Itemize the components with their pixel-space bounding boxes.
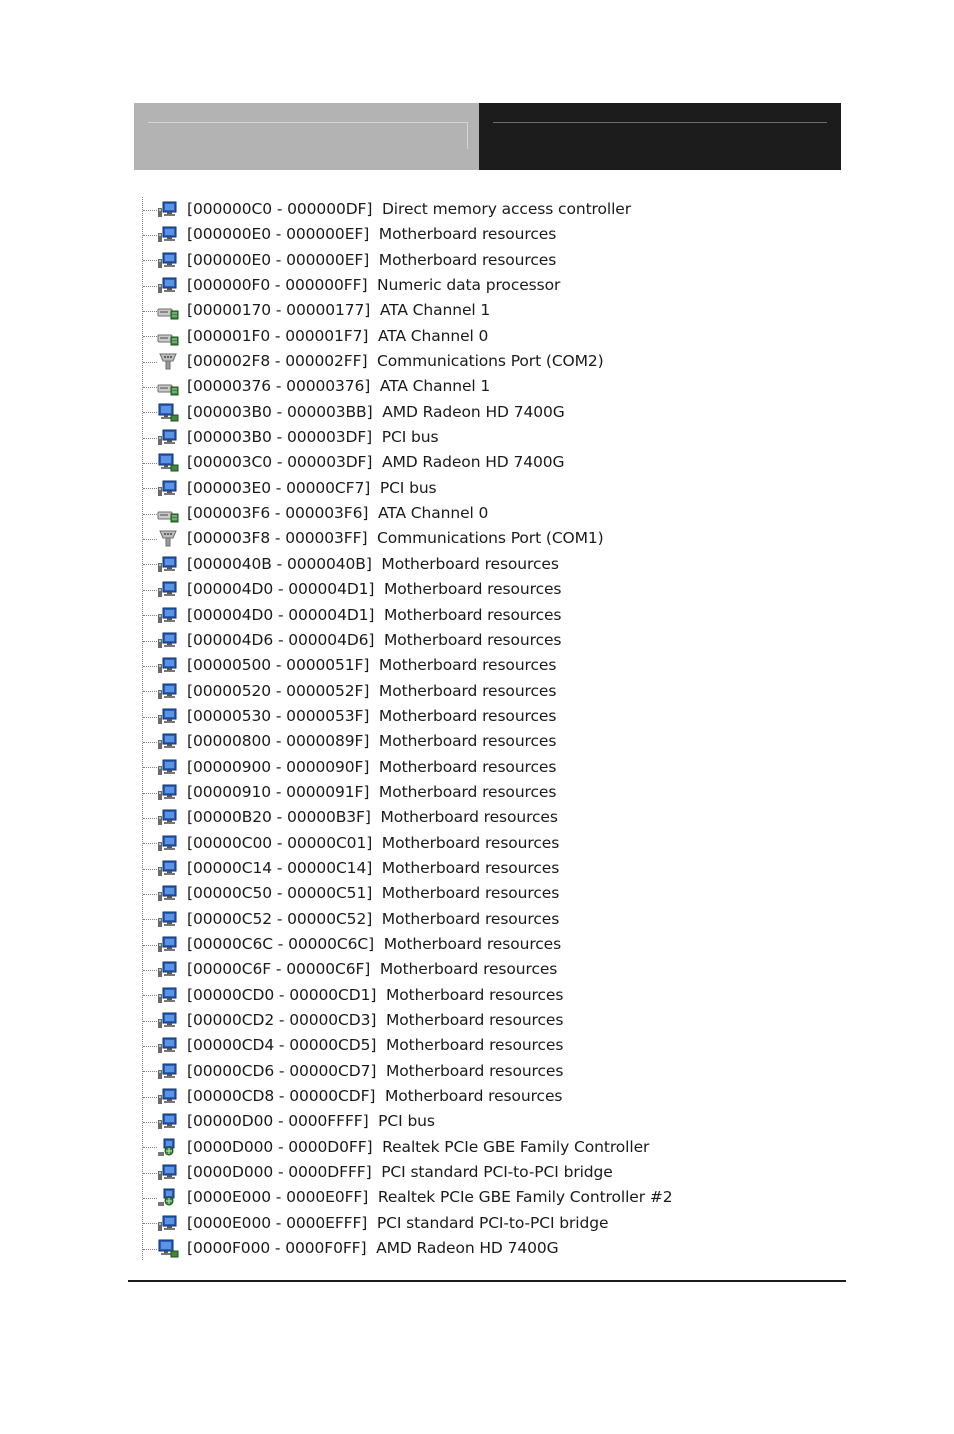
resource-label: [000003B0 - 000003BB] AMD Radeon HD 7400G — [187, 402, 565, 421]
tree-branch — [143, 1223, 157, 1224]
tree-branch — [143, 717, 157, 718]
system-device-icon — [157, 859, 179, 878]
tree-item[interactable] — [142, 1109, 842, 1134]
tree-item[interactable] — [142, 1185, 842, 1210]
tree-item[interactable] — [142, 805, 842, 830]
ide-controller-icon — [157, 327, 179, 346]
resource-label: [000004D0 - 000004D1] Motherboard resources — [187, 605, 562, 624]
tree-branch — [143, 894, 157, 895]
tree-branch — [143, 818, 157, 819]
tree-branch — [143, 539, 157, 540]
tree-item[interactable] — [142, 1135, 842, 1160]
resource-label: [000000E0 - 000000EF] Motherboard resources — [187, 250, 557, 269]
tree-branch — [143, 564, 157, 565]
header-right-band — [479, 103, 841, 170]
tree-item[interactable] — [142, 957, 842, 982]
port-icon — [157, 352, 179, 371]
tree-branch — [143, 1249, 157, 1250]
resource-label: [00000800 - 0000089F] Motherboard resources — [187, 732, 557, 751]
tree-branch — [143, 387, 157, 388]
tree-branch — [143, 235, 157, 236]
ide-controller-icon — [157, 377, 179, 396]
tree-item[interactable] — [142, 1160, 842, 1185]
port-icon — [157, 529, 179, 548]
ide-controller-icon — [157, 504, 179, 523]
tree-item[interactable] — [142, 197, 842, 222]
resource-label: [00000910 - 0000091F] Motherboard resources — [187, 782, 557, 801]
tree-item[interactable] — [142, 679, 842, 704]
system-device-icon — [157, 935, 179, 954]
display-adapter-icon — [157, 1239, 179, 1258]
network-adapter-icon — [157, 1138, 179, 1157]
tree-item[interactable] — [142, 248, 842, 273]
footer-rule — [128, 1280, 846, 1282]
resource-label: [00000CD6 - 00000CD7] Motherboard resources — [187, 1061, 564, 1080]
tree-item[interactable] — [142, 298, 842, 323]
tree-branch — [143, 641, 157, 642]
tree-branch — [143, 666, 157, 667]
system-device-icon — [157, 732, 179, 751]
tree-item[interactable] — [142, 349, 842, 374]
system-device-icon — [157, 606, 179, 625]
tree-branch — [143, 488, 157, 489]
tree-item[interactable] — [142, 526, 842, 551]
system-device-icon — [157, 707, 179, 726]
tree-item[interactable] — [142, 552, 842, 577]
tree-item[interactable] — [142, 425, 842, 450]
resource-label: [0000D000 - 0000D0FF] Realtek PCIe GBE Family Controller — [187, 1137, 650, 1156]
tree-branch — [143, 970, 157, 971]
tree-item[interactable] — [142, 704, 842, 729]
resource-label: [000002F8 - 000002FF] Communications Port (COM2) — [187, 352, 604, 371]
system-device-icon — [157, 783, 179, 802]
tree-branch — [143, 1122, 157, 1123]
system-device-icon — [157, 555, 179, 574]
tree-item[interactable] — [142, 324, 842, 349]
header-right-rule — [493, 122, 827, 123]
tree-branch — [143, 1097, 157, 1098]
system-device-icon — [157, 479, 179, 498]
display-adapter-icon — [157, 403, 179, 422]
resource-label: [00000CD4 - 00000CD5] Motherboard resources — [187, 1036, 564, 1055]
tree-item[interactable] — [142, 831, 842, 856]
resource-label: [00000CD8 - 00000CDF] Motherboard resources — [187, 1087, 563, 1106]
tree-branch — [143, 615, 157, 616]
system-device-icon — [157, 960, 179, 979]
system-device-icon — [157, 200, 179, 219]
tree-branch — [143, 260, 157, 261]
tree-item[interactable] — [142, 400, 842, 425]
system-device-icon — [157, 986, 179, 1005]
tree-item[interactable] — [142, 476, 842, 501]
system-device-icon — [157, 656, 179, 675]
tree-branch — [143, 438, 157, 439]
system-device-icon — [157, 1112, 179, 1131]
tree-item[interactable] — [142, 1008, 842, 1033]
tree-item[interactable] — [142, 907, 842, 932]
tree-branch — [143, 945, 157, 946]
display-adapter-icon — [157, 453, 179, 472]
system-device-icon — [157, 1087, 179, 1106]
resource-label: [00000C6C - 00000C6C] Motherboard resources — [187, 934, 562, 953]
system-device-icon — [157, 1036, 179, 1055]
tree-branch — [143, 843, 157, 844]
system-device-icon — [157, 834, 179, 853]
tree-item[interactable] — [142, 603, 842, 628]
resource-label: [00000170 - 00000177] ATA Channel 1 — [187, 301, 491, 320]
tree-branch — [143, 1147, 157, 1148]
tree-branch — [143, 691, 157, 692]
resource-label: [000003E0 - 00000CF7] PCI bus — [187, 478, 437, 497]
system-device-icon — [157, 1214, 179, 1233]
tree-branch — [143, 995, 157, 996]
resource-label: [0000040B - 0000040B] Motherboard resources — [187, 554, 559, 573]
tree-item[interactable] — [142, 983, 842, 1008]
tree-branch — [143, 1046, 157, 1047]
tree-branch — [143, 793, 157, 794]
tree-item[interactable] — [142, 780, 842, 805]
tree-branch — [143, 362, 157, 363]
resource-label: [000001F0 - 000001F7] ATA Channel 0 — [187, 326, 489, 345]
tree-item[interactable] — [142, 450, 842, 475]
resource-label: [00000530 - 0000053F] Motherboard resources — [187, 706, 557, 725]
tree-item[interactable] — [142, 628, 842, 653]
tree-branch — [143, 919, 157, 920]
system-device-icon — [157, 1011, 179, 1030]
tree-branch — [143, 767, 157, 768]
resource-label: [00000376 - 00000376] ATA Channel 1 — [187, 377, 491, 396]
resource-label: [00000C00 - 00000C01] Motherboard resources — [187, 833, 560, 852]
network-adapter-icon — [157, 1188, 179, 1207]
resource-label: [00000900 - 0000090F] Motherboard resources — [187, 757, 557, 776]
resource-label: [00000B20 - 00000B3F] Motherboard resources — [187, 808, 558, 827]
tree-item[interactable] — [142, 856, 842, 881]
tree-item[interactable] — [142, 273, 842, 298]
tree-item[interactable] — [142, 1033, 842, 1058]
tree-branch — [143, 1021, 157, 1022]
resource-label: [000003F6 - 000003F6] ATA Channel 0 — [187, 504, 489, 523]
tree-item[interactable] — [142, 1236, 842, 1261]
tree-item[interactable] — [142, 729, 842, 754]
tree-branch — [143, 412, 157, 413]
system-device-icon — [157, 631, 179, 650]
tree-branch — [143, 869, 157, 870]
system-device-icon — [157, 1062, 179, 1081]
resource-label: [0000D000 - 0000DFFF] PCI standard PCI-to-PCI bridge — [187, 1163, 613, 1182]
tree-item[interactable] — [142, 577, 842, 602]
tree-item[interactable] — [142, 501, 842, 526]
system-device-icon — [157, 580, 179, 599]
tree-branch — [143, 590, 157, 591]
resource-label: [00000D00 - 0000FFFF] PCI bus — [187, 1112, 435, 1131]
system-device-icon — [157, 225, 179, 244]
system-device-icon — [157, 884, 179, 903]
resource-label: [00000C50 - 00000C51] Motherboard resources — [187, 884, 560, 903]
resource-label: [00000C52 - 00000C52] Motherboard resources — [187, 909, 560, 928]
resource-label: [0000F000 - 0000F0FF] AMD Radeon HD 7400G — [187, 1239, 559, 1258]
resource-label: [00000CD0 - 00000CD1] Motherboard resources — [187, 985, 564, 1004]
resource-label: [00000CD2 - 00000CD3] Motherboard resources — [187, 1011, 564, 1029]
ide-controller-icon — [157, 301, 179, 320]
tree-branch — [143, 742, 157, 743]
resource-label: [00000520 - 0000052F] Motherboard resources — [187, 681, 557, 700]
tree-branch — [143, 210, 157, 211]
system-device-icon — [157, 276, 179, 295]
resource-label: [00000500 - 0000051F] Motherboard resources — [187, 656, 557, 675]
tree-item[interactable] — [142, 222, 842, 247]
resource-label: [000000C0 - 000000DF] Direct memory access controller — [187, 200, 631, 218]
tree-item[interactable] — [142, 374, 842, 399]
tree-item[interactable] — [142, 1059, 842, 1084]
tree-item[interactable] — [142, 1084, 842, 1109]
resource-label: [0000E000 - 0000EFFF] PCI standard PCI-to-PCI bridge — [187, 1213, 609, 1232]
resource-label: [000000E0 - 000000EF] Motherboard resources — [187, 225, 557, 244]
tree-branch — [143, 1071, 157, 1072]
tree-item[interactable] — [142, 932, 842, 957]
resource-label: [000000F0 - 000000FF] Numeric data processor — [187, 276, 561, 295]
resource-label: [00000C6F - 00000C6F] Motherboard resources — [187, 960, 558, 979]
system-device-icon — [157, 682, 179, 701]
resource-label: [0000E000 - 0000E0FF] Realtek PCIe GBE Family Controller #2 — [187, 1188, 673, 1207]
tree-item[interactable] — [142, 653, 842, 678]
system-device-icon — [157, 1163, 179, 1182]
header-left-rule — [148, 122, 468, 149]
tree-branch — [143, 336, 157, 337]
tree-branch — [143, 1173, 157, 1174]
tree-branch — [143, 311, 157, 312]
tree-branch — [143, 514, 157, 515]
resource-label: [000003F8 - 000003FF] Communications Port (COM1) — [187, 529, 604, 548]
system-device-icon — [157, 251, 179, 270]
resource-label: [000004D6 - 000004D6] Motherboard resources — [187, 630, 562, 649]
system-device-icon — [157, 808, 179, 827]
system-device-icon — [157, 758, 179, 777]
tree-branch — [143, 1198, 157, 1199]
header-left-band — [134, 103, 479, 170]
tree-branch — [143, 463, 157, 464]
resource-label: [000004D0 - 000004D1] Motherboard resources — [187, 580, 562, 599]
tree-item[interactable] — [142, 755, 842, 780]
system-device-icon — [157, 428, 179, 447]
resource-label: [00000C14 - 00000C14] Motherboard resources — [187, 858, 560, 877]
resource-label: [000003B0 - 000003DF] PCI bus — [187, 428, 439, 447]
tree-branch — [143, 286, 157, 287]
io-resource-tree — [142, 197, 842, 1261]
system-device-icon — [157, 910, 179, 929]
resource-label: [000003C0 - 000003DF] AMD Radeon HD 7400G — [187, 453, 565, 472]
tree-item[interactable] — [142, 1211, 842, 1236]
tree-item[interactable] — [142, 881, 842, 906]
